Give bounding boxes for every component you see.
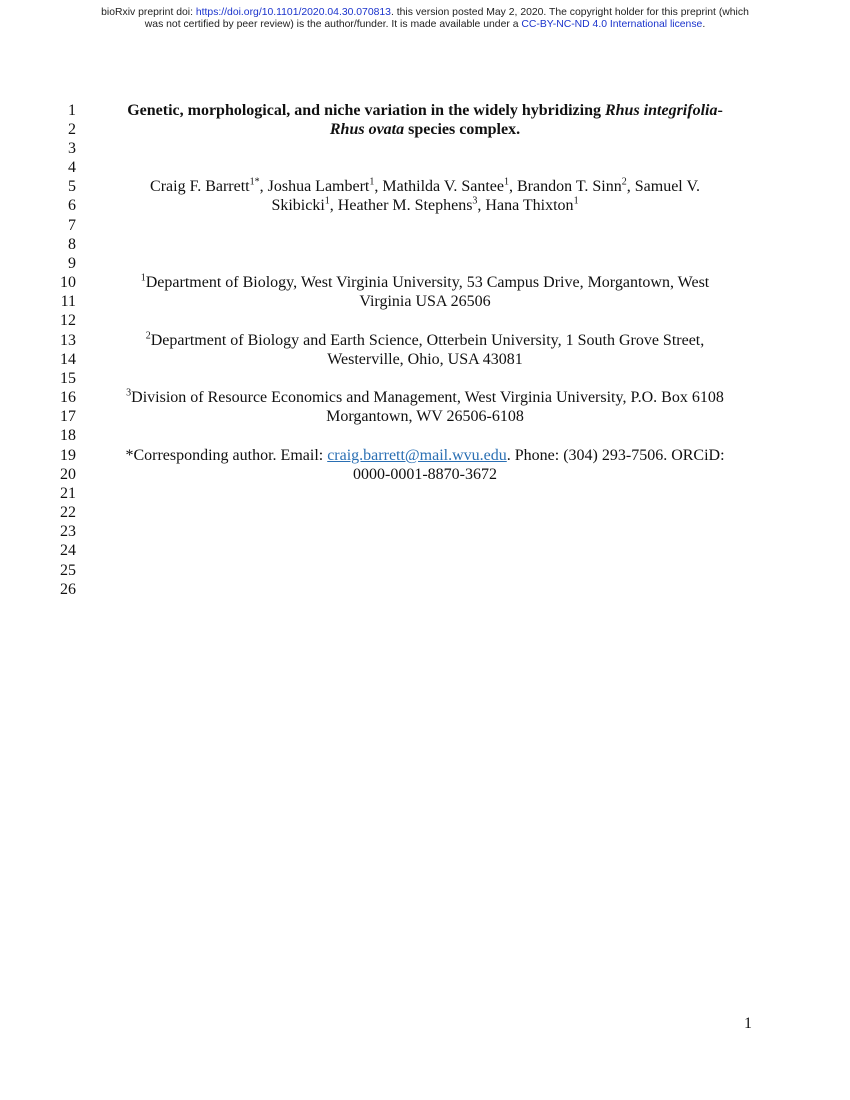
line-number: 1 (68, 102, 76, 119)
line-number: 10 (60, 274, 76, 291)
email-link[interactable]: craig.barrett@mail.wvu.edu (327, 447, 507, 464)
affiliation-1-line-1: $^1$Department of Biology, West Virginia University, 53 Campus Drive, Morgantown, West (140, 272, 710, 291)
line-number: 2 (68, 121, 76, 138)
line-number: 22 (60, 504, 76, 521)
page-number: 1 (744, 1015, 752, 1032)
header-line-2: was not certified by peer review) is the author/funder. It is made available under a CC-BY-NC-ND 4.0 International license. (144, 19, 706, 30)
license-link[interactable]: CC-BY-NC-ND 4.0 International license (521, 19, 703, 30)
line-number: 12 (60, 312, 76, 329)
line-number: 25 (60, 562, 76, 579)
line-number: 9 (68, 255, 76, 272)
line-number: 24 (60, 542, 76, 559)
preprint-header (0, 7, 850, 31)
author-name: Brandon T. Sinn (517, 178, 622, 195)
line-number: 3 (68, 140, 76, 157)
affiliation-1-line-2: Virginia USA 26506 (359, 293, 491, 310)
line-number: 15 (60, 370, 76, 387)
line-number: 13 (60, 332, 76, 349)
line-number: 21 (60, 485, 76, 502)
author-name: Heather M. Stephens (337, 197, 473, 214)
author-list-line-2: Skibicki$^1$, Heather M. Stephens$^3$, Hana Thixton$^1$ (271, 195, 579, 214)
affiliation-2-line-1: $^2$Department of Biology and Earth Science, Otterbein University, 1 South Grove Street, (145, 330, 705, 349)
line-number: 26 (60, 581, 76, 598)
line-number: 6 (68, 197, 76, 214)
line-number: 17 (60, 408, 76, 425)
affiliation-3-line-2: Morgantown, WV 26506-6108 (326, 408, 524, 425)
paper-title-line-2: Rhus ovata species complex. (329, 121, 521, 138)
paper-title-line-1: Genetic, morphological, and niche variation in the widely hybridizing Rhus integrifolia- (127, 102, 723, 119)
doi-link[interactable]: https://doi.org/10.1101/2020.04.30.070813 (195, 7, 391, 18)
line-number: 23 (60, 523, 76, 540)
line-number: 8 (68, 236, 76, 253)
author-name: Skibicki (271, 197, 325, 214)
corresponding-author-line-1: *Corresponding author. Email: craig.barrett@mail.wvu.edu. Phone: (304) 293-7506. ORCiD: (125, 447, 725, 464)
line-number: 16 (60, 389, 76, 406)
author-list-line-1: Craig F. Barrett$^{1*}$, Joshua Lambert$^1$, Mathilda V. Santee$^1$, Brandon T. Sinn$^2$, Samuel V. (150, 176, 700, 195)
orcid-line: 0000-0001-8870-3672 (353, 466, 497, 483)
author-name: Craig F. Barrett (150, 178, 250, 195)
author-name: Hana Thixton (485, 197, 574, 214)
line-number: 4 (68, 159, 76, 176)
line-number: 20 (60, 466, 76, 483)
line-number: 11 (60, 293, 76, 310)
affiliation-2-line-2: Westerville, Ohio, USA 43081 (327, 351, 523, 368)
line-number: 14 (60, 351, 76, 368)
line-number: 19 (60, 447, 76, 464)
author-name: Joshua Lambert (267, 178, 370, 195)
line-number: 7 (68, 217, 76, 234)
header-line-1: bioRxiv preprint doi: https://doi.org/10.1101/2020.04.30.070813. this version posted May 2, 2020. The copyright holder for this preprint (which (101, 7, 749, 18)
author-name: Mathilda V. Santee (382, 178, 504, 195)
affiliation-3-line-1: $^3$Division of Resource Economics and Management, West Virginia University, P.O. Box 6108 (126, 387, 724, 406)
line-number: 18 (60, 427, 76, 444)
line-number: 5 (68, 178, 76, 195)
